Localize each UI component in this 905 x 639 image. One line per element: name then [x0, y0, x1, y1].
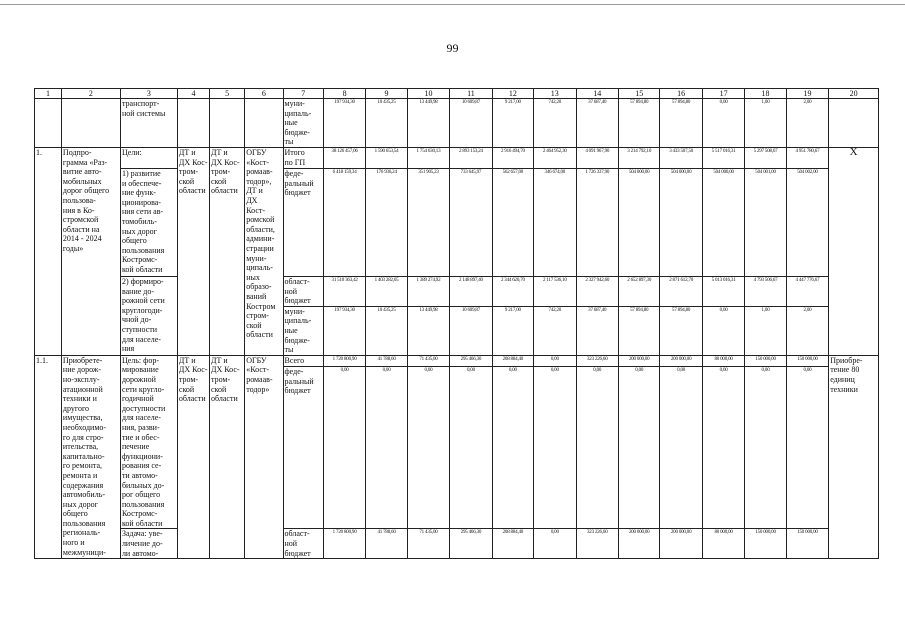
- value-cell: 2 464 952,30: [534, 148, 576, 169]
- subprogram-goal-2: 2) формиро- вание до- рожной сети круглогоди- чной до- ступности для населе- ния: [120, 277, 177, 356]
- top-rule: [0, 4, 905, 5]
- value-cell: 2 916 494,70: [492, 148, 533, 169]
- value-cell: 9 217,00: [492, 306, 533, 355]
- measure-row-total: [35, 355, 879, 367]
- value-cell: 504 001,00: [745, 169, 786, 277]
- column-header-3: 3: [120, 89, 177, 99]
- header-row: [35, 89, 879, 99]
- value-cell: 0,00: [786, 367, 828, 529]
- value-cell: 150 000,00: [745, 355, 786, 367]
- value-cell: 3 433 507,50: [660, 148, 702, 169]
- value-cell: 10 435,25: [366, 99, 407, 148]
- value-cell: 4 951 780,67: [786, 148, 828, 169]
- value-cell: 0,00: [702, 99, 744, 148]
- column-header-18: 18: [745, 89, 786, 99]
- value-cell: 2 117 536,10: [534, 277, 576, 307]
- value-cell: 0,00: [534, 355, 576, 367]
- value-cell: 150 000,00: [786, 355, 828, 367]
- value-cell: 80 000,00: [702, 355, 744, 367]
- subprogram-number: 1.: [35, 148, 62, 356]
- value-cell: 2,00: [786, 99, 828, 148]
- column-header-19: 19: [786, 89, 828, 99]
- value-cell: 0,00: [660, 367, 702, 529]
- value-cell: 41 788,60: [366, 355, 407, 367]
- column-header-5: 5: [209, 89, 244, 99]
- column-header-17: 17: [702, 89, 744, 99]
- value-cell: 504 000,00: [660, 169, 702, 277]
- value-cell: 200 000,00: [660, 355, 702, 367]
- cont-goal-text: транспорт- ной системы: [120, 99, 177, 148]
- value-cell: 2 893 153,24: [450, 148, 492, 169]
- source-label: феде- ральный бюджет: [283, 367, 323, 529]
- cont-source-label: муни- ципаль- ные бюдже- ты: [283, 99, 323, 148]
- column-header-1: 1: [35, 89, 62, 99]
- value-cell: 5 517 016,31: [702, 148, 744, 169]
- value-cell: 71 435,00: [407, 529, 449, 559]
- value-cell: 742,20: [534, 306, 576, 355]
- value-cell: 10 609,87: [450, 306, 492, 355]
- cell-col2: [61, 99, 120, 148]
- column-header-7: 7: [283, 89, 323, 99]
- value-cell: 2 148 897,40: [450, 277, 492, 307]
- value-cell: 10 609,87: [450, 99, 492, 148]
- measure-name: Приобрете- ние дорож- но-эксплу- атационной техники и другого имущества, необходимо- го для стро- ительства, капитально- го ремонта, ремонта и содержания автомобиль- ных дорог общего пользования региональ- ного и межмуници-: [61, 355, 120, 558]
- value-cell: 1 726 337,90: [576, 169, 618, 277]
- value-cell: 150 000,00: [786, 529, 828, 559]
- value-cell: 0,00: [534, 367, 576, 529]
- value-cell: 1,00: [745, 99, 786, 148]
- column-header-8: 8: [323, 89, 365, 99]
- cell-col6: [245, 99, 283, 148]
- value-cell: 150 000,00: [745, 529, 786, 559]
- value-cell: 0,00: [702, 367, 744, 529]
- cell-col5: [209, 99, 244, 148]
- source-label: Итого по ГП: [283, 148, 323, 169]
- value-cell: 3 214 792,10: [618, 148, 659, 169]
- value-cell: 5 013 016,31: [702, 277, 744, 307]
- source-label: област- ной бюджет: [283, 529, 323, 559]
- value-cell: 346 674,00: [534, 169, 576, 277]
- value-cell: 4 793 506,67: [745, 277, 786, 307]
- cell-col20: [829, 99, 879, 148]
- source-label: муни- ципаль- ные бюдже- ты: [283, 306, 323, 355]
- value-cell: 351 905,23: [407, 169, 449, 277]
- value-cell: 0,00: [323, 367, 365, 529]
- value-cell: 176 936,24: [366, 169, 407, 277]
- value-cell: 2 344 620,70: [492, 277, 533, 307]
- measure-result: Приобре- тение 80 единиц техники: [829, 355, 879, 558]
- subprogram-row-regional: [35, 277, 879, 307]
- column-header-15: 15: [618, 89, 659, 99]
- source-label: феде- ральный бюджет: [283, 169, 323, 277]
- value-cell: 2,00: [786, 306, 828, 355]
- column-header-6: 6: [245, 89, 283, 99]
- subprogram-responsible: ДТ и ДХ Кос- тром- ской области: [177, 148, 209, 356]
- subprogram-coexecutor: ДТ и ДХ Кос- тром- ской области: [209, 148, 244, 356]
- column-header-9: 9: [366, 89, 407, 99]
- value-cell: 742,20: [534, 99, 576, 148]
- value-cell: 1 720 800,90: [323, 529, 365, 559]
- value-cell: 57 894,80: [660, 306, 702, 355]
- value-cell: 0,00: [618, 367, 659, 529]
- budget-table: [34, 88, 879, 559]
- value-cell: 200 000,00: [618, 529, 659, 559]
- value-cell: 4 091 967,90: [576, 148, 618, 169]
- value-cell: 1 403 282,05: [366, 277, 407, 307]
- value-cell: 200 000,00: [660, 529, 702, 559]
- subprogram-goals-label: Цели:: [120, 148, 177, 169]
- value-cell: 562 657,00: [492, 169, 533, 277]
- measure-coexecutor: ДТ и ДХ Кос- тром- ской области: [209, 355, 244, 558]
- value-cell: 1 590 653,54: [366, 148, 407, 169]
- value-cell: 733 645,97: [450, 169, 492, 277]
- cell-col1: [35, 99, 62, 148]
- measure-goal: Цель: фор- мирование дорожной сети кругло- годичной доступности для населе- ния, разви- тие и обес- печение функциони- рования се- ти автомо- бильных до- рог общего пользования Костромс- кой области: [120, 355, 177, 529]
- measure-task: Задача: уве- личение до- ли автомо-: [120, 529, 177, 559]
- value-cell: 2 327 942,60: [576, 277, 618, 307]
- column-header-10: 10: [407, 89, 449, 99]
- value-cell: 37 687,40: [576, 99, 618, 148]
- value-cell: 0,00: [407, 367, 449, 529]
- subprogram-participants: ОГБУ «Кост- ромаав- тодор», ДТ и ДХ Кост- ромской области, админи- страции муни- ципаль- ных образо- ваний Костром стром- ской области: [245, 148, 283, 356]
- value-cell: 504 000,00: [702, 169, 744, 277]
- subprogram-goal-1: 1) развитие и обеспече- ние функ- ционирова- ния сети ав- томобиль- ных дорог общего пользования Костромс- кой области: [120, 169, 177, 277]
- value-cell: 197 934,30: [323, 306, 365, 355]
- value-cell: 323 226,60: [576, 529, 618, 559]
- column-header-12: 12: [492, 89, 533, 99]
- value-cell: 1 754 630,13: [407, 148, 449, 169]
- value-cell: 1 720 800,90: [323, 355, 365, 367]
- measure-number: 1.1.: [35, 355, 62, 558]
- subprogram-name: Подпро- грамма «Раз- витие авто- мобильных дорог общего пользова- ния в Ко- стромской области на 2014 - 2024 годы»: [61, 148, 120, 356]
- column-header-14: 14: [576, 89, 618, 99]
- source-label: Всего: [283, 355, 323, 367]
- value-cell: 1,00: [745, 306, 786, 355]
- value-cell: 208 884,40: [492, 355, 533, 367]
- value-cell: 0,00: [450, 367, 492, 529]
- value-cell: 0,00: [745, 367, 786, 529]
- value-cell: 0,00: [492, 367, 533, 529]
- value-cell: 295 466,30: [450, 529, 492, 559]
- subprogram-row-total: [35, 148, 879, 169]
- value-cell: 6 418 159,34: [323, 169, 365, 277]
- value-cell: 9 217,00: [492, 99, 533, 148]
- value-cell: 208 884,40: [492, 529, 533, 559]
- subprogram-result: X: [829, 148, 879, 356]
- cell-col4: [177, 99, 209, 148]
- value-cell: 295 466,30: [450, 355, 492, 367]
- value-cell: 2 871 612,70: [660, 277, 702, 307]
- column-header-2: 2: [61, 89, 120, 99]
- value-cell: 38 126 457,06: [323, 148, 365, 169]
- value-cell: 2 652 897,30: [618, 277, 659, 307]
- value-cell: 13 449,98: [407, 99, 449, 148]
- continuation-row: [35, 99, 879, 148]
- value-cell: 0,00: [576, 367, 618, 529]
- value-cell: 71 435,00: [407, 355, 449, 367]
- value-cell: 197 934,30: [323, 99, 365, 148]
- column-header-16: 16: [660, 89, 702, 99]
- column-header-20: 20: [829, 89, 879, 99]
- value-cell: 200 000,00: [618, 355, 659, 367]
- column-header-13: 13: [534, 89, 576, 99]
- value-cell: 57 894,80: [618, 306, 659, 355]
- value-cell: 0,00: [366, 367, 407, 529]
- column-header-11: 11: [450, 89, 492, 99]
- value-cell: 41 788,60: [366, 529, 407, 559]
- measure-participants: ОГБУ «Кост- ромаав- тодор»: [245, 355, 283, 558]
- value-cell: 5 297 508,67: [745, 148, 786, 169]
- value-cell: 0,00: [702, 306, 744, 355]
- source-label: област- ной бюджет: [283, 277, 323, 307]
- value-cell: 37 687,40: [576, 306, 618, 355]
- value-cell: 504 002,00: [786, 169, 828, 277]
- value-cell: 31 510 363,42: [323, 277, 365, 307]
- measure-responsible: ДТ и ДХ Кос- тром- ской области: [177, 355, 209, 558]
- value-cell: 323 226,60: [576, 355, 618, 367]
- value-cell: 57 894,80: [660, 99, 702, 148]
- value-cell: 504 000,00: [618, 169, 659, 277]
- value-cell: 57 894,80: [618, 99, 659, 148]
- page-number: 99: [446, 41, 459, 55]
- value-cell: 80 000,00: [702, 529, 744, 559]
- value-cell: 1 389 274,92: [407, 277, 449, 307]
- value-cell: 0,00: [534, 529, 576, 559]
- value-cell: 10 435,25: [366, 306, 407, 355]
- value-cell: 4 447 776,67: [786, 277, 828, 307]
- column-header-4: 4: [177, 89, 209, 99]
- measure-row-regional: [35, 529, 879, 559]
- value-cell: 13 449,98: [407, 306, 449, 355]
- subprogram-row-federal: [35, 169, 879, 277]
